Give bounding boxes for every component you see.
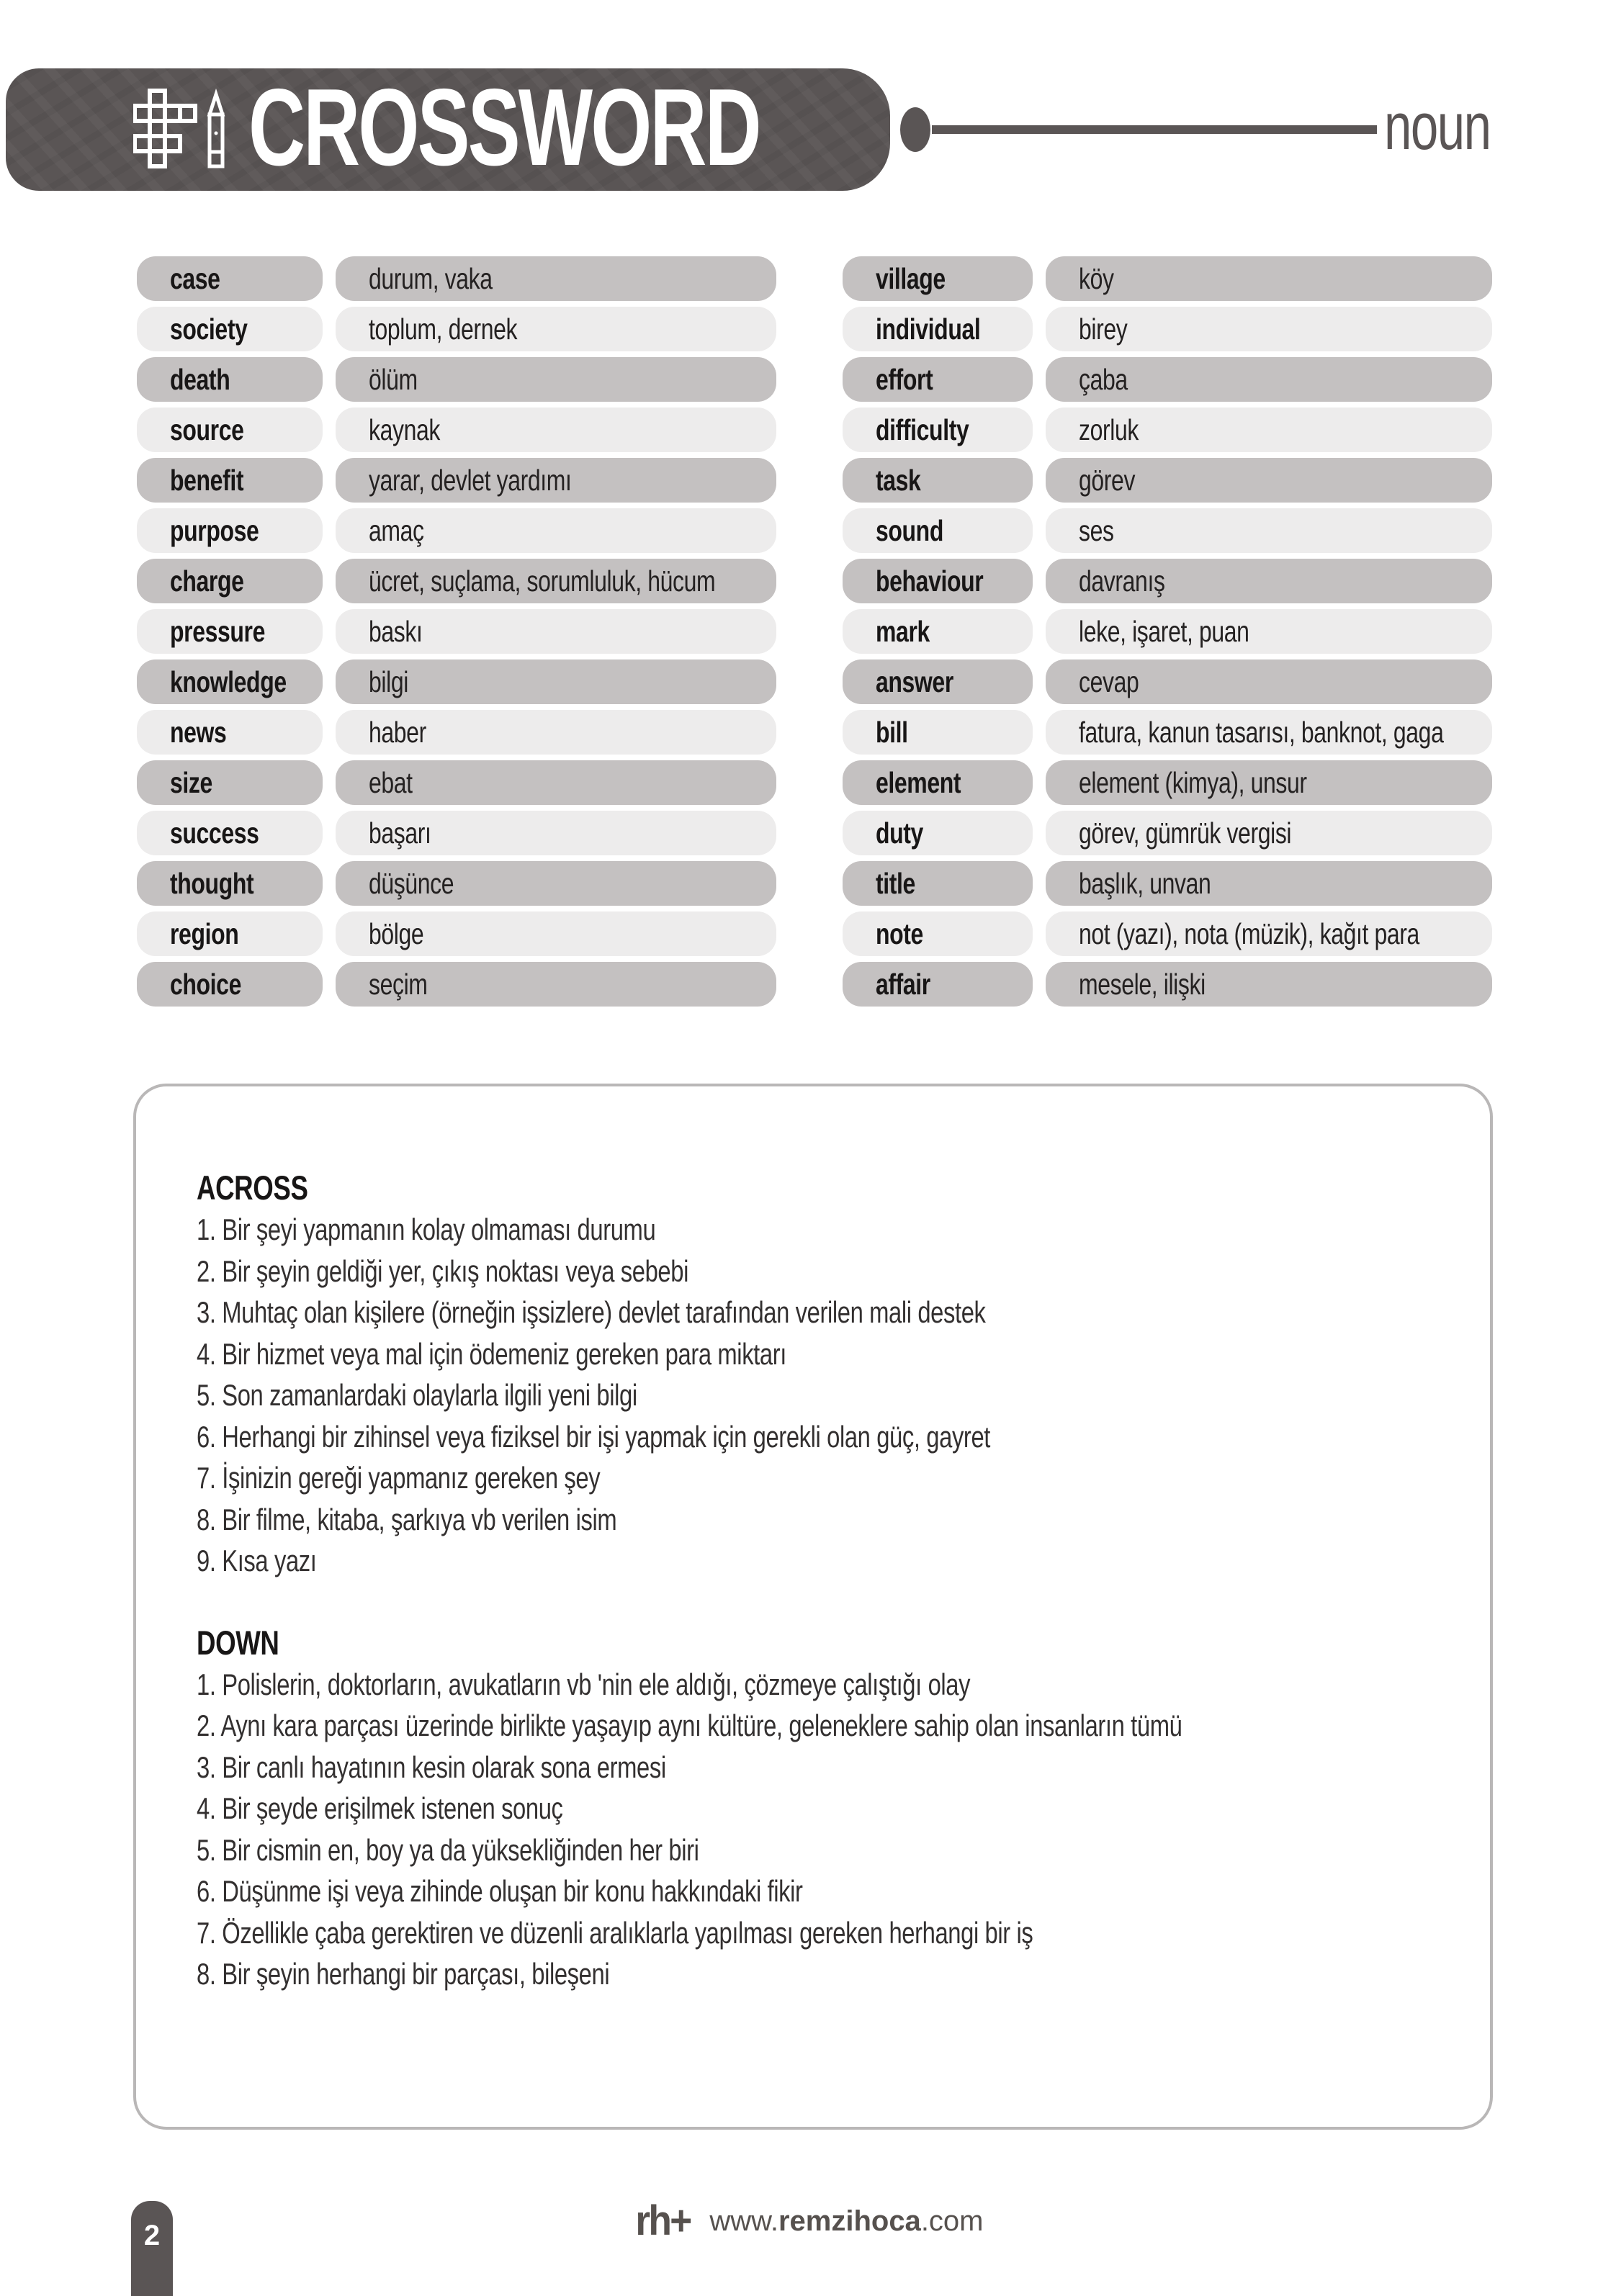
page-number: 2 [143,2220,161,2251]
website-url [709,2205,983,2238]
clue-text: 1. Polislerin, doktorların, avukatların vb 'nin ele aldığı, çözmeye çalıştığı olay [197,1667,971,1701]
vocab-word: size [170,765,212,799]
down-section [197,1622,1447,1995]
vocab-word: news [170,715,227,749]
url-prefix: www. [709,2205,778,2237]
vocab-word-pill [137,307,323,351]
vocab-word-pill [843,357,1033,402]
clue-item [197,1870,1447,1912]
vocab-meaning: haber [369,715,426,749]
vocab-meaning: çaba [1079,362,1128,396]
vocab-word-pill [137,659,323,704]
vocab-word-pill [137,458,323,503]
vocab-word: success [170,816,259,850]
vocab-row [137,408,776,452]
vocab-row [843,760,1492,805]
rh-plus-logo: rh+ [634,2197,691,2244]
clue-item [197,1829,1447,1871]
vocab-word-pill [137,811,323,855]
vocab-word-pill [843,962,1033,1007]
vocab-word-pill [843,559,1033,603]
vocab-meaning-pill [1046,760,1492,805]
vocab-meaning: düşünce [369,866,454,900]
vocab-row [843,659,1492,704]
vocab-word: affair [876,967,930,1001]
vocab-meaning: başarı [369,816,431,850]
vocab-word: note [876,917,923,950]
vocab-meaning-pill [336,962,776,1007]
vocab-meaning: baskı [369,614,423,648]
vocab-meaning-pill [1046,408,1492,452]
vocab-meaning-pill [1046,659,1492,704]
vocab-meaning: cevap [1079,665,1139,698]
vocab-meaning-pill [1046,710,1492,755]
vocab-row [137,811,776,855]
vocab-word: village [876,261,946,295]
vocab-meaning: köy [1079,261,1114,295]
clue-text: 6. Düşünme işi veya zihinde oluşan bir konu hakkındaki fikir [197,1874,803,1908]
down-clue-list [197,1664,1447,1995]
vocab-word: case [170,261,220,295]
vocab-row [137,458,776,503]
vocab-word: mark [876,614,930,648]
vocab-meaning-pill [1046,911,1492,956]
vocab-row [137,659,776,704]
vocab-row [843,357,1492,402]
clue-item [197,1209,1447,1251]
vocab-meaning-pill [1046,962,1492,1007]
url-brand: remzihoca [778,2205,921,2237]
vocab-meaning: ebat [369,765,413,799]
vocab-word: individual [876,312,981,346]
vocab-row [843,307,1492,351]
vocab-word-pill [843,659,1033,704]
clue-text: 7. İşinizin gereği yapmanız gereken şey [197,1461,601,1495]
vocab-meaning: yarar, devlet yardımı [369,463,572,497]
vocab-meaning-pill [1046,458,1492,503]
down-heading-label: DOWN [197,1623,279,1662]
vocab-row [137,710,776,755]
vocab-meaning-pill [1046,609,1492,654]
vocab-row [843,861,1492,906]
vocab-meaning: görev, gümrük vergisi [1079,816,1292,850]
vocab-word: sound [876,513,943,547]
vocab-meaning-pill [336,357,776,402]
part-of-speech-callout [900,68,1526,191]
vocab-row [843,408,1492,452]
clue-item [197,1416,1447,1458]
vocab-word-pill [843,911,1033,956]
vocab-meaning-pill [336,508,776,553]
clues-box [133,1084,1493,2130]
vocab-row [137,609,776,654]
vocab-word: charge [170,564,244,598]
vocab-word-pill [137,962,323,1007]
crossword-grid-and-pencil-icon [133,89,227,171]
clue-text: 8. Bir şeyin herhangi bir parçası, bileşeni [197,1957,610,1991]
clue-text: 2. Aynı kara parçası üzerinde birlikte yaşayıp aynı kültüre, geleneklere sahip olan insanların tümü [197,1709,1182,1742]
vocab-meaning-pill [1046,307,1492,351]
vocab-meaning: durum, vaka [369,261,493,295]
clue-text: 9. Kısa yazı [197,1544,317,1577]
vocab-meaning-pill [336,458,776,503]
callout-dot-icon [900,107,930,152]
vocab-meaning: amaç [369,513,424,547]
vocab-meaning-pill [336,911,776,956]
vocab-word: benefit [170,463,244,497]
page-title: CROSSWORD [248,66,760,189]
vocab-word-pill [843,760,1033,805]
clue-item [197,1788,1447,1829]
vocab-word: pressure [170,614,265,648]
clue-item [197,1333,1447,1375]
vocab-row [137,962,776,1007]
vocab-word: task [876,463,921,497]
vocab-meaning-pill [336,609,776,654]
vocab-meaning: kaynak [369,413,440,446]
clue-item [197,1953,1447,1995]
vocab-word-pill [137,357,323,402]
vocab-meaning-pill [1046,559,1492,603]
vocab-word-pill [843,458,1033,503]
vocab-meaning: görev [1079,463,1136,497]
clue-text: 4. Bir şeyde erişilmek istenen sonuç [197,1791,563,1825]
vocab-row [843,710,1492,755]
across-heading-label: ACROSS [197,1169,308,1207]
clue-item [197,1251,1447,1292]
vocab-column-left [137,256,776,1012]
header-banner [6,68,890,191]
page-number-tab [131,2201,173,2296]
vocab-meaning: başlık, unvan [1079,866,1211,900]
url-suffix: .com [920,2205,984,2237]
vocab-word-pill [843,861,1033,906]
clue-item [197,1540,1447,1582]
vocab-word: purpose [170,513,259,547]
down-heading [197,1622,1447,1664]
vocab-row [843,911,1492,956]
vocab-word-pill [137,760,323,805]
vocab-word: behaviour [876,564,984,598]
vocab-word: society [170,312,248,346]
vocab-word-pill [843,609,1033,654]
vocab-word: title [876,866,915,900]
vocab-word: answer [876,665,953,698]
across-clue-list [197,1209,1447,1582]
vocab-word-pill [137,256,323,301]
callout-line [932,125,1377,134]
clue-item [197,1664,1447,1706]
footer [0,2196,1616,2246]
vocab-meaning: bölge [369,917,424,950]
vocab-meaning-pill [336,307,776,351]
vocab-word: region [170,917,239,950]
vocab-meaning-pill [336,710,776,755]
vocab-meaning-pill [336,659,776,704]
vocab-word-pill [137,609,323,654]
vocab-row [137,307,776,351]
vocab-word: effort [876,362,933,396]
vocab-word-pill [137,710,323,755]
vocab-meaning-pill [336,760,776,805]
vocab-meaning-pill [336,559,776,603]
vocab-meaning-pill [1046,811,1492,855]
vocab-word: difficulty [876,413,969,446]
vocab-row [137,911,776,956]
vocab-word-pill [843,256,1033,301]
clue-text: 5. Son zamanlardaki olaylarla ilgili yeni bilgi [197,1378,637,1412]
clue-text: 3. Bir canlı hayatının kesin olarak sona ermesi [197,1750,666,1784]
clue-text: 3. Muhtaç olan kişilere (örneğin işsizlere) devlet tarafından verilen mali destek [197,1295,986,1329]
vocab-word: source [170,413,244,446]
clue-item [197,1747,1447,1788]
clue-item [197,1705,1447,1747]
vocab-row [137,861,776,906]
vocab-word-pill [843,811,1033,855]
clue-text: 5. Bir cismin en, boy ya da yüksekliğinden her biri [197,1832,699,1867]
vocab-word: bill [876,715,908,749]
vocab-row [137,559,776,603]
vocab-meaning: ses [1079,513,1114,547]
vocab-meaning: seçim [369,967,428,1001]
clue-item [197,1292,1447,1333]
vocab-meaning: ölüm [369,362,418,396]
vocab-word-pill [137,911,323,956]
vocab-meaning-pill [1046,508,1492,553]
vocab-meaning: element (kimya), unsur [1079,765,1307,799]
vocab-meaning: fatura, kanun tasarısı, banknot, gaga [1079,715,1444,749]
clue-text: 7. Özellikle çaba gerektiren ve düzenli aralıklarla yapılması gereken herhangi bir iş [197,1915,1033,1950]
clue-text: 4. Bir hizmet veya mal için ödemeniz gereken para miktarı [197,1336,786,1371]
vocab-meaning: leke, işaret, puan [1079,614,1249,648]
vocab-word-pill [843,508,1033,553]
vocab-row [843,458,1492,503]
vocab-row [843,811,1492,855]
vocab-word-pill [843,307,1033,351]
vocab-word: choice [170,967,241,1001]
vocab-row [843,962,1492,1007]
vocab-meaning-pill [1046,256,1492,301]
clue-item [197,1374,1447,1416]
vocab-word: knowledge [170,665,287,698]
clue-item [197,1912,1447,1954]
vocab-meaning: not (yazı), nota (müzik), kağıt para [1079,917,1419,950]
vocab-meaning-pill [1046,861,1492,906]
vocab-row [137,256,776,301]
vocab-meaning-pill [1046,357,1492,402]
vocab-word-pill [137,508,323,553]
clue-text: 1. Bir şeyi yapmanın kolay olmaması durumu [197,1212,656,1246]
across-heading [197,1167,1447,1209]
vocab-row [843,256,1492,301]
vocab-meaning: ücret, suçlama, sorumluluk, hücum [369,564,716,598]
vocab-word-pill [843,710,1033,755]
clue-text: 8. Bir filme, kitaba, şarkıya vb verilen isim [197,1502,617,1536]
vocab-word: element [876,765,961,799]
vocab-row [843,559,1492,603]
vocab-row [137,508,776,553]
vocab-word: death [170,362,230,396]
vocab-meaning-pill [336,861,776,906]
vocab-meaning-pill [336,408,776,452]
vocab-row [137,357,776,402]
vocab-word-pill [137,559,323,603]
vocab-row [137,760,776,805]
clue-item [197,1499,1447,1541]
vocab-meaning: davranış [1079,564,1165,598]
vocab-meaning: bilgi [369,665,408,698]
clue-text: 6. Herhangi bir zihinsel veya fiziksel bir işi yapmak için gerekli olan güç, gayret [197,1419,990,1454]
vocab-word: duty [876,816,923,850]
vocab-meaning-pill [336,811,776,855]
vocab-word-pill [843,408,1033,452]
vocab-meaning: mesele, ilişki [1079,967,1206,1001]
clue-item [197,1457,1447,1499]
vocab-word-pill [137,408,323,452]
pencil-icon [210,94,223,166]
part-of-speech-label: noun [1384,90,1491,163]
vocab-row [843,609,1492,654]
vocab-word: thought [170,866,254,900]
vocab-word-pill [137,861,323,906]
crossword-grid-icon [135,91,195,166]
vocab-row [843,508,1492,553]
clue-text: 2. Bir şeyin geldiği yer, çıkış noktası veya sebebi [197,1253,688,1288]
vocab-column-right [843,256,1492,1012]
vocab-meaning-pill [336,256,776,301]
vocab-meaning: toplum, dernek [369,312,518,346]
vocab-meaning: zorluk [1079,413,1139,446]
vocab-meaning: birey [1079,312,1128,346]
